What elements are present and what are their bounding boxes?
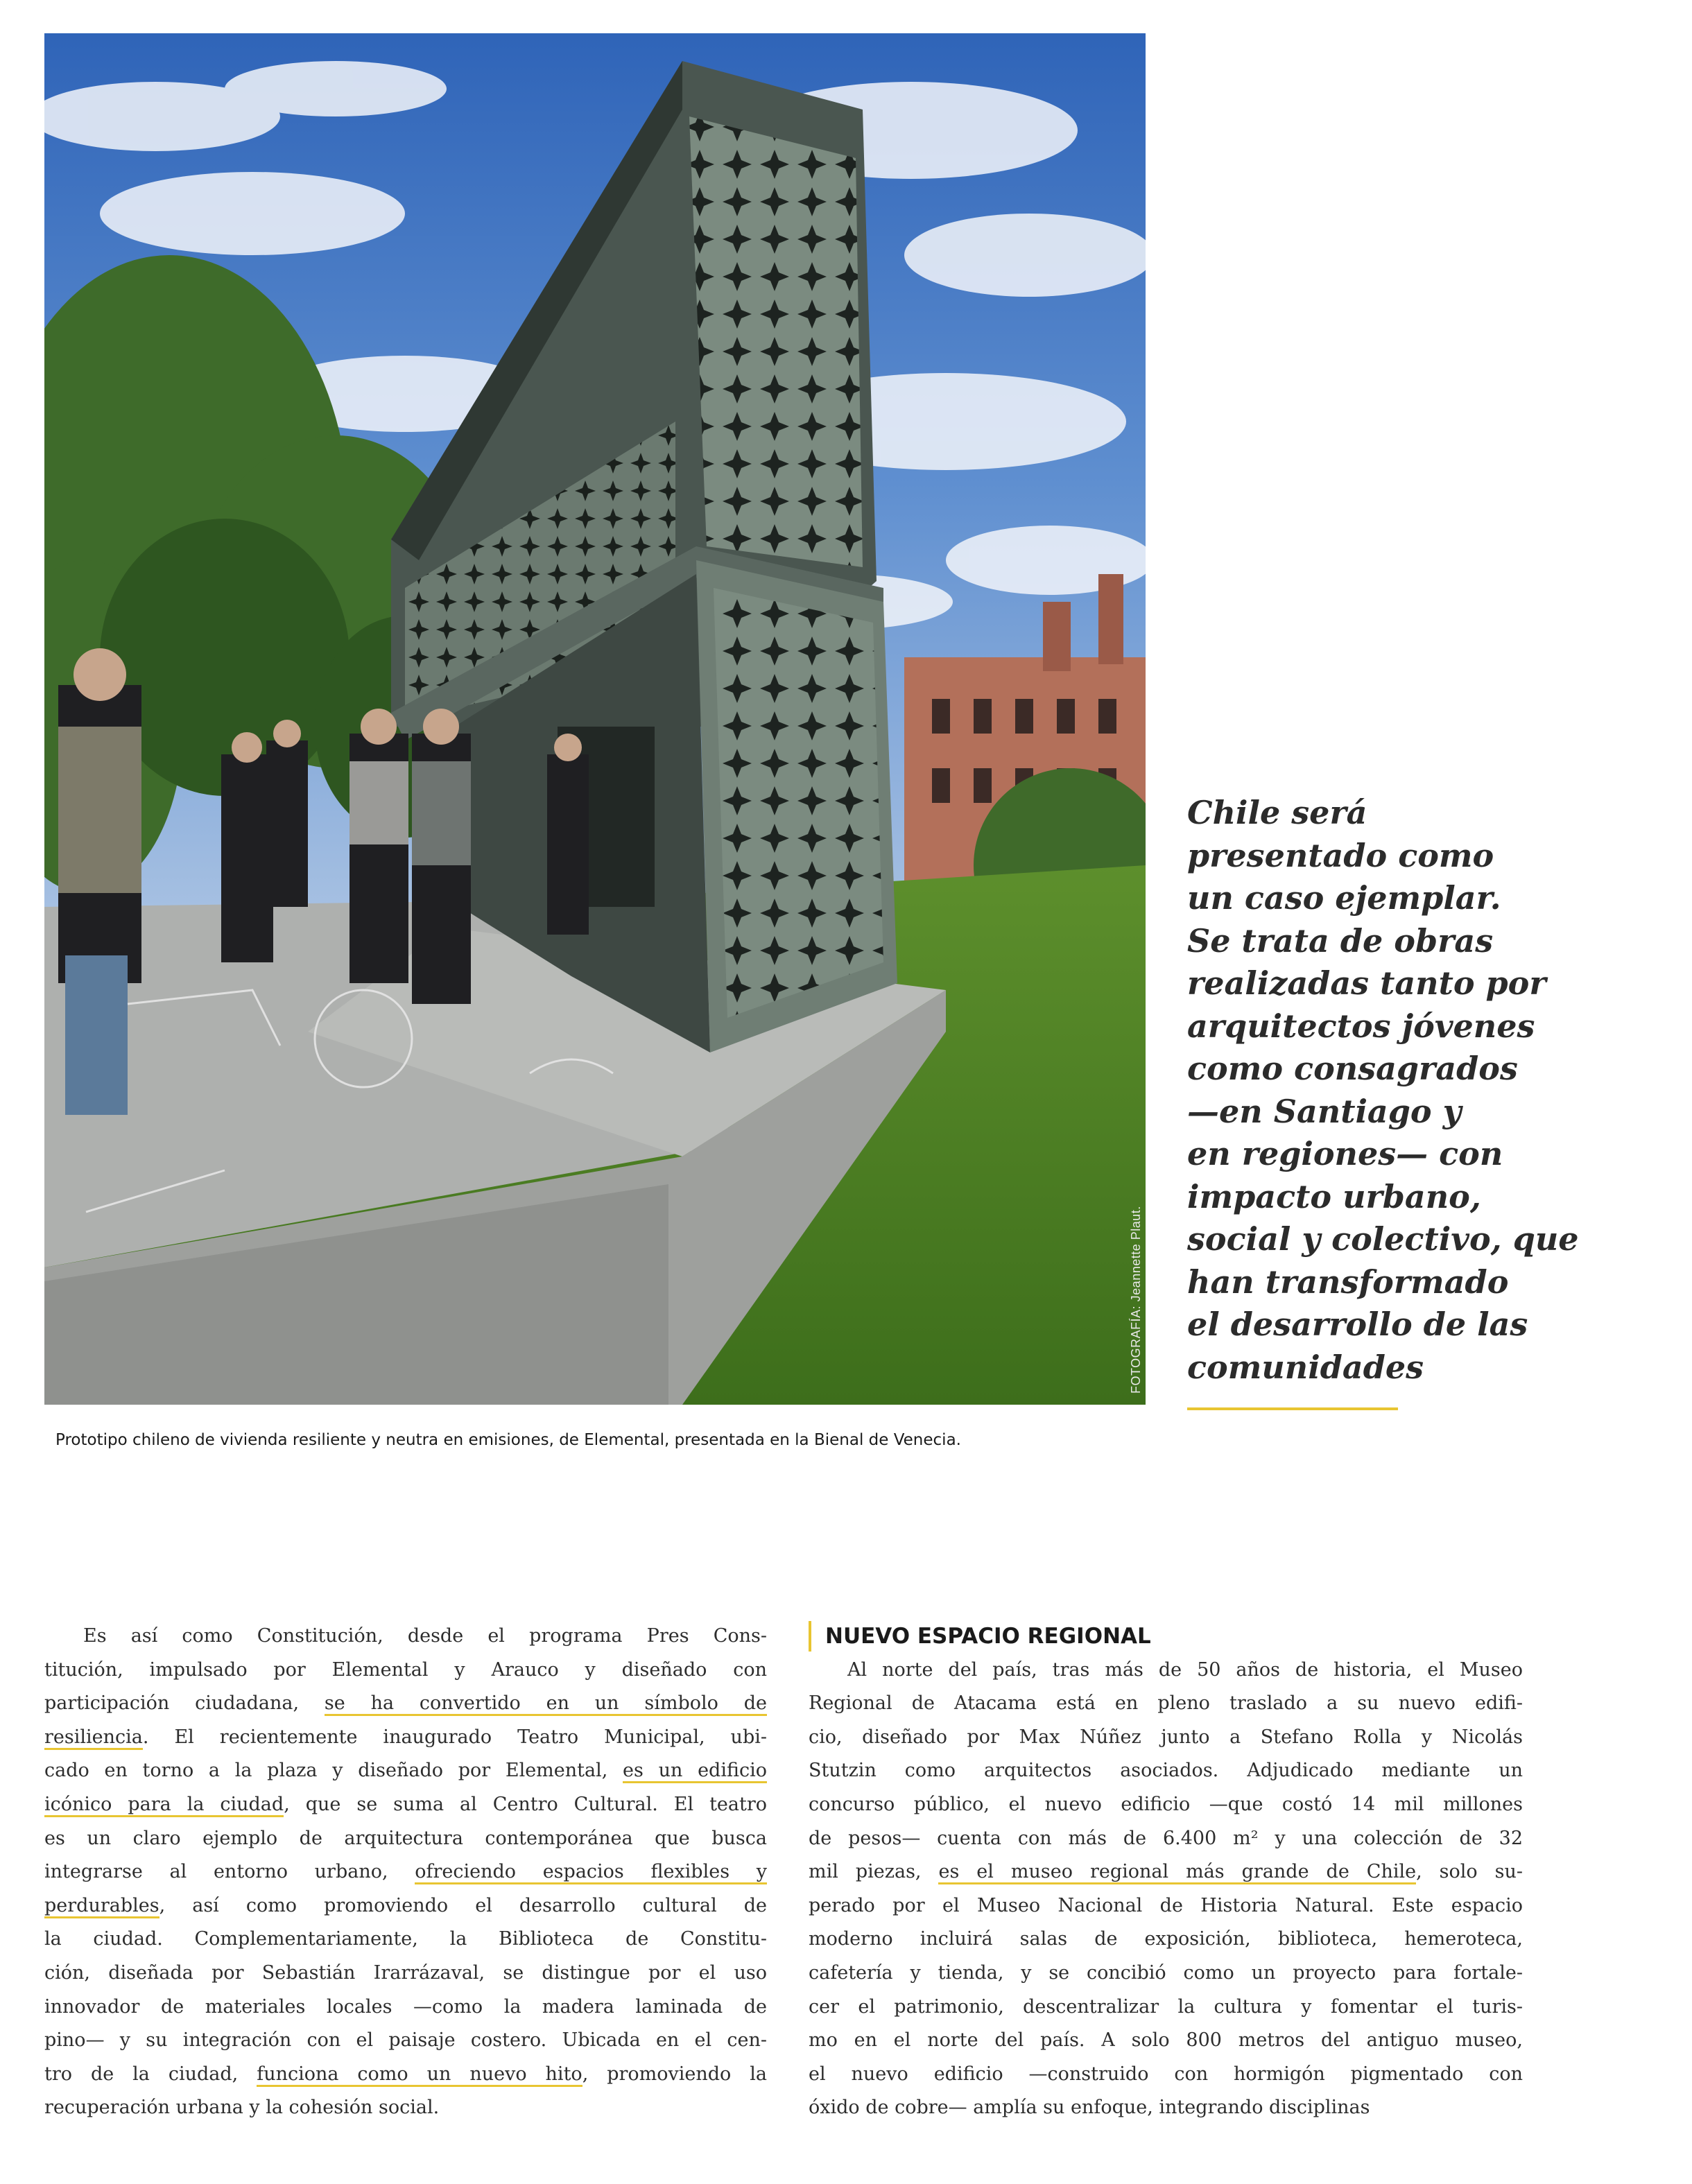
article-photo [44, 33, 1146, 1405]
body-line [809, 1822, 1523, 1856]
highlighted-phrase: ofreciendo espacios flexibles y [415, 1861, 767, 1884]
pull-quote-line: un caso ejemplar. [1187, 879, 1501, 917]
text-run: concurso público, el nuevo edificio —que costó 14 mil millones [809, 1793, 1523, 1815]
text-run: Stutzin como arquitectos asociados. Adjudicado mediante un [809, 1760, 1523, 1782]
text-run: moderno incluirá salas de exposición, biblioteca, hemeroteca, [809, 1928, 1523, 1950]
highlighted-phrase: es el museo regional más grande de Chile [938, 1861, 1416, 1884]
text-run: perado por el Museo Nacional de Historia Natural. Este espacio [809, 1894, 1523, 1916]
text-run: ción, diseñada por Sebastián Irarrázaval, se distingue por el uso [44, 1961, 767, 1984]
highlighted-phrase: resiliencia [44, 1726, 143, 1750]
body-line [44, 1822, 767, 1856]
pull-quote-line: como consagrados [1187, 1050, 1518, 1087]
pull-quote [1187, 792, 1579, 1389]
text-run: óxido de cobre— amplía su enfoque, integrando disciplinas [809, 2097, 1370, 2119]
pavilion-photo-illustration [44, 33, 1146, 1405]
body-line [809, 1923, 1523, 1957]
body-line [44, 1855, 767, 1889]
text-run: , solo su- [1416, 1861, 1523, 1883]
body-line [809, 1855, 1523, 1889]
pull-quote-line: presentado como [1187, 836, 1494, 874]
body-line [44, 1721, 767, 1755]
highlighted-phrase: funciona como un nuevo hito [257, 2063, 582, 2087]
body-line [809, 2091, 1523, 2125]
body-line [809, 1654, 1523, 1688]
body-line [44, 1957, 767, 1991]
text-run: tro de la ciudad, [44, 2063, 257, 2085]
body-line [44, 2058, 767, 2092]
pull-quote-line: —en Santiago y [1187, 1092, 1462, 1130]
text-run: cado en torno a la plaza y diseñado por Elemental, [44, 1760, 623, 1782]
body-line [44, 1889, 767, 1923]
body-line [809, 1687, 1523, 1721]
pull-quote-line: realizadas tanto por [1187, 964, 1546, 1002]
body-column-right [809, 1654, 1523, 2125]
body-line [809, 1754, 1523, 1788]
body-line [44, 1687, 767, 1721]
pull-quote-rule [1187, 1407, 1398, 1410]
highlighted-phrase: icónico para la ciudad [44, 1794, 284, 1817]
body-line [44, 1654, 767, 1688]
body-column-left [44, 1620, 767, 2125]
body-line [44, 2024, 767, 2058]
text-run: es un claro ejemplo de arquitectura contemporánea que busca [44, 1827, 767, 1849]
text-run: Al norte del país, tras más de 50 años de historia, el Museo [847, 1658, 1523, 1681]
pull-quote-line: el desarrollo de las [1187, 1306, 1528, 1343]
text-run: titución, impulsado por Elemental y Arauco y diseñado con [44, 1658, 767, 1681]
pull-quote-line: comunidades [1187, 1348, 1424, 1386]
text-run: mil piezas, [809, 1861, 939, 1883]
highlighted-phrase: es un edificio [623, 1760, 767, 1783]
text-run: de pesos— cuenta con más de 6.400 m² y una colección de 32 [809, 1827, 1523, 1849]
body-line [44, 1923, 767, 1957]
text-run: mo en el norte del país. A solo 800 metros del antiguo museo, [809, 2029, 1523, 2052]
text-run: , promoviendo la [582, 2063, 767, 2085]
pull-quote-line: arquitectos jóvenes [1187, 1007, 1535, 1045]
text-run: cer el patrimonio, descentralizar la cultura y fomentar el turis- [809, 1995, 1523, 2018]
photo-credit: FOTOGRAFÍA: Jeannette Plaut. [1129, 1206, 1143, 1394]
text-run: innovador de materiales locales —como la madera laminada de [44, 1995, 767, 2018]
text-run: . El recientemente inaugurado Teatro Municipal, ubi- [142, 1726, 767, 1748]
pull-quote-line: Chile será [1187, 794, 1367, 831]
text-run: participación ciudadana, [44, 1692, 325, 1715]
pull-quote-line: impacto urbano, [1187, 1177, 1481, 1215]
body-line [44, 1991, 767, 2025]
text-run: , así como promoviendo el desarrollo cultural de [159, 1894, 767, 1916]
body-line [44, 2091, 767, 2125]
body-line [809, 1991, 1523, 2025]
pull-quote-line: en regiones— con [1187, 1135, 1503, 1172]
body-line [809, 2024, 1523, 2058]
text-run: pino— y su integración con el paisaje costero. Ubicada en el cen- [44, 2029, 767, 2052]
text-run: el nuevo edificio —construido con hormigón pigmentado con [809, 2063, 1523, 2085]
body-line [44, 1620, 767, 1654]
body-line [809, 1788, 1523, 1822]
text-run: cafetería y tienda, y se concibió como un proyecto para fortale- [809, 1961, 1523, 1984]
pull-quote-line: social y colectivo, que [1187, 1220, 1579, 1258]
photo-caption: Prototipo chileno de vivienda resiliente y neutra en emisiones, de Elemental, presentada en la Bienal de Venecia. [55, 1431, 961, 1449]
body-line [44, 1754, 767, 1788]
text-run: recuperación urbana y la cohesión social. [44, 2097, 440, 2119]
body-line [809, 2058, 1523, 2092]
body-line [809, 1721, 1523, 1755]
pull-quote-line: Se trata de obras [1187, 921, 1494, 960]
text-run: Es así como Constitución, desde el programa Pres Cons- [83, 1625, 767, 1647]
highlighted-phrase: perdurables [44, 1895, 159, 1918]
body-line [44, 1788, 767, 1822]
highlighted-phrase: se ha convertido en un símbolo de [325, 1692, 767, 1716]
text-run: Regional de Atacama está en pleno traslado a su nuevo edifi- [809, 1692, 1523, 1715]
text-run: cio, diseñado por Max Núñez junto a Stefano Rolla y Nicolás [809, 1726, 1523, 1748]
pull-quote-line: han transformado [1187, 1263, 1509, 1301]
section-heading: NUEVO ESPACIO REGIONAL [809, 1621, 1151, 1652]
text-run: , que se suma al Centro Cultural. El teatro [284, 1793, 768, 1815]
body-line [809, 1889, 1523, 1923]
text-run: la ciudad. Complementariamente, la Biblioteca de Constitu- [44, 1928, 767, 1950]
text-run: integrarse al entorno urbano, [44, 1861, 415, 1883]
body-line [809, 1957, 1523, 1991]
